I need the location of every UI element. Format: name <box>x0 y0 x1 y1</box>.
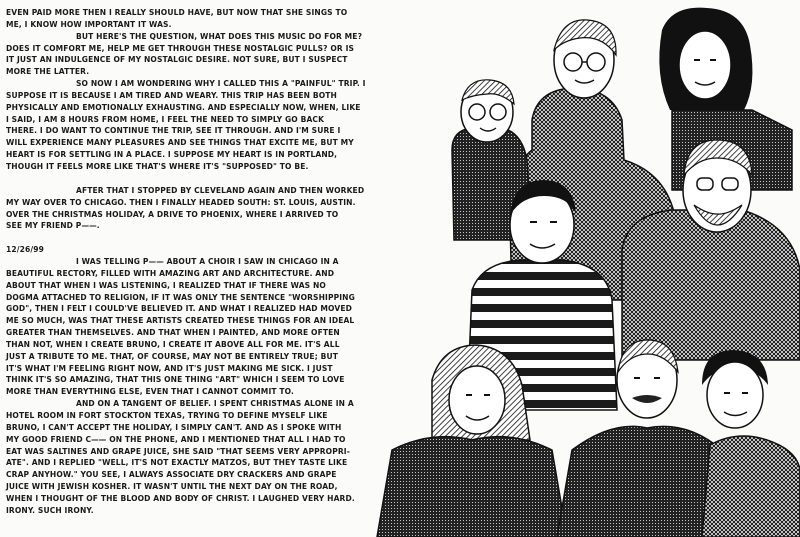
family-portrait-drawing <box>372 0 800 537</box>
journal-date: 12/26/99 <box>6 245 44 255</box>
journal-paragraph: SO NOW I AM WONDERING WHY I CALLED THIS A "PAINFUL" TRIP. I SUPPOSE IT IS BECAUSE I AM TIRED AND WEARY. THIS TRIP HAS BEEN BOTH PHYSICALLY AND EMOTIONALLY EXHAUSTING. AND ESPECIALLY NOW, WHEN, LIKE I SAID, I AM 8 HOURS FROM HOME, I FEEL THE NEED TO SIMPLY GO BACK THERE. I DO WANT TO CONTINUE THE TRIP, SEE IT THROUGH. AND I'M SURE I WILL EXPERIENCE MANY PLEASURES AND SEE THINGS THAT EXCITE ME, BUT MY HEART IS FOR SETTLING IN A PLACE. I SUPPOSE MY HEART IS IN PORTLAND, THOUGH IT FEELS MORE LIKE THAT'S WHERE IT'S "SUPPOSED" TO BE. <box>6 79 366 171</box>
family-portrait-illustration <box>372 0 800 537</box>
journal-paragraph: AND ON A TANGENT OF BELIEF. I SPENT CHRISTMAS ALONE IN A HOTEL ROOM IN FORT STOCKTON TEXAS, TRYING TO DEFINE MYSELF LIKE BRUNO, I CAN'T ACCEPT THE HOLIDAY, I SIMPLY CAN'T. AND AS I SPOKE WITH MY GOOD FRIEND C—— ON THE PHONE, AND I MENTIONED THAT ALL I HAD TO EAT WAS SALTINES AND GRAPE JUICE, SHE SAID "THAT SEEMS VERY APPROPRI- ATE". AND I REPLIED "WELL, IT'S NOT EXACTLY MATZOS, BUT THEY TASTE LIKE CRAP ANYHOW." YOU SEE, I ALWAYS ASSOCIATE DRY CRACKERS AND GRAPE JUICE WITH JEWISH KOSHER. IT WASN'T UNTIL THE NEXT DAY ON THE ROAD, WHEN I THOUGHT OF THE BLOOD AND BODY OF CHRIST. I LAUGHED VERY HARD. IRONY. SUCH IRONY. <box>6 399 355 515</box>
journal-paragraph: BUT HERE'S THE QUESTION, WHAT DOES THIS MUSIC DO FOR ME? DOES IT COMFORT ME, HELP ME GET THROUGH THESE NOSTALGIC PULLS? OR IS IT JUST AN INDULGENCE OF MY NOSTALGIC DESIRE. NOT SURE, BUT I SUSPECT MORE THE LATTER. <box>6 31 363 77</box>
journal-text-column <box>6 7 404 529</box>
journal-paragraph: EVEN PAID MORE THEN I REALLY SHOULD HAVE, BUT NOW THAT SHE SINGS TO ME, I KNOW HOW IMPORTANT IT WAS. <box>6 8 348 29</box>
journal-paragraph: AFTER THAT I STOPPED BY CLEVELAND AGAIN AND THEN WORKED MY WAY OVER TO CHICAGO. THEN I FINALLY HEADED SOUTH: ST. LOUIS, AUSTIN. OVER THE CHRISTMAS HOLIDAY, A DRIVE TO PHOENIX, WHERE I ARRIVED TO SEE MY FRIEND P——. <box>6 185 365 231</box>
journal-paragraph: I WAS TELLING P—— ABOUT A CHOIR I SAW IN CHICAGO IN A BEAUTIFUL RECTORY, FILLED WITH AMAZING ART AND ARCHITECTURE. AND ABOUT THAT WHEN I WAS LISTENING, I REALIZED THAT IF THERE WAS NO DOGMA ATTACHED TO RELIGION, IF IT WAS ONLY THE SENTENCE "WORSHIPPING GOD", THEN I FELT I COULD'VE BELIEVED IT. AND WHAT I REALIZED HAD MOVED ME SO MUCH, WAS THAT THESE ARTISTS CREATED THESE THINGS FOR AN IDEAL GREATER THAN THEMSELVES. AND THAT WHEN I PAINTED, AND MORE OFTEN THAN NOT, WHEN I CREATE BRUNO, I CREATE IT ABOVE ALL FOR ME. IT'S ALL JUST A TRIBUTE TO ME. THAT, OF COURSE, MAY NOT BE ENTIRELY TRUE; BUT IT'S WHAT I'M FEELING RIGHT NOW, AND IT'S JUST MAKING ME SICK. I JUST THINK IT'S SO AMAZING, THAT THIS ONE THING "ART" WHICH I SEEM TO LOVE MORE THAN EVERYTHING ELSE, EVEN THAT I CANNOT COMMIT TO. <box>6 257 355 397</box>
